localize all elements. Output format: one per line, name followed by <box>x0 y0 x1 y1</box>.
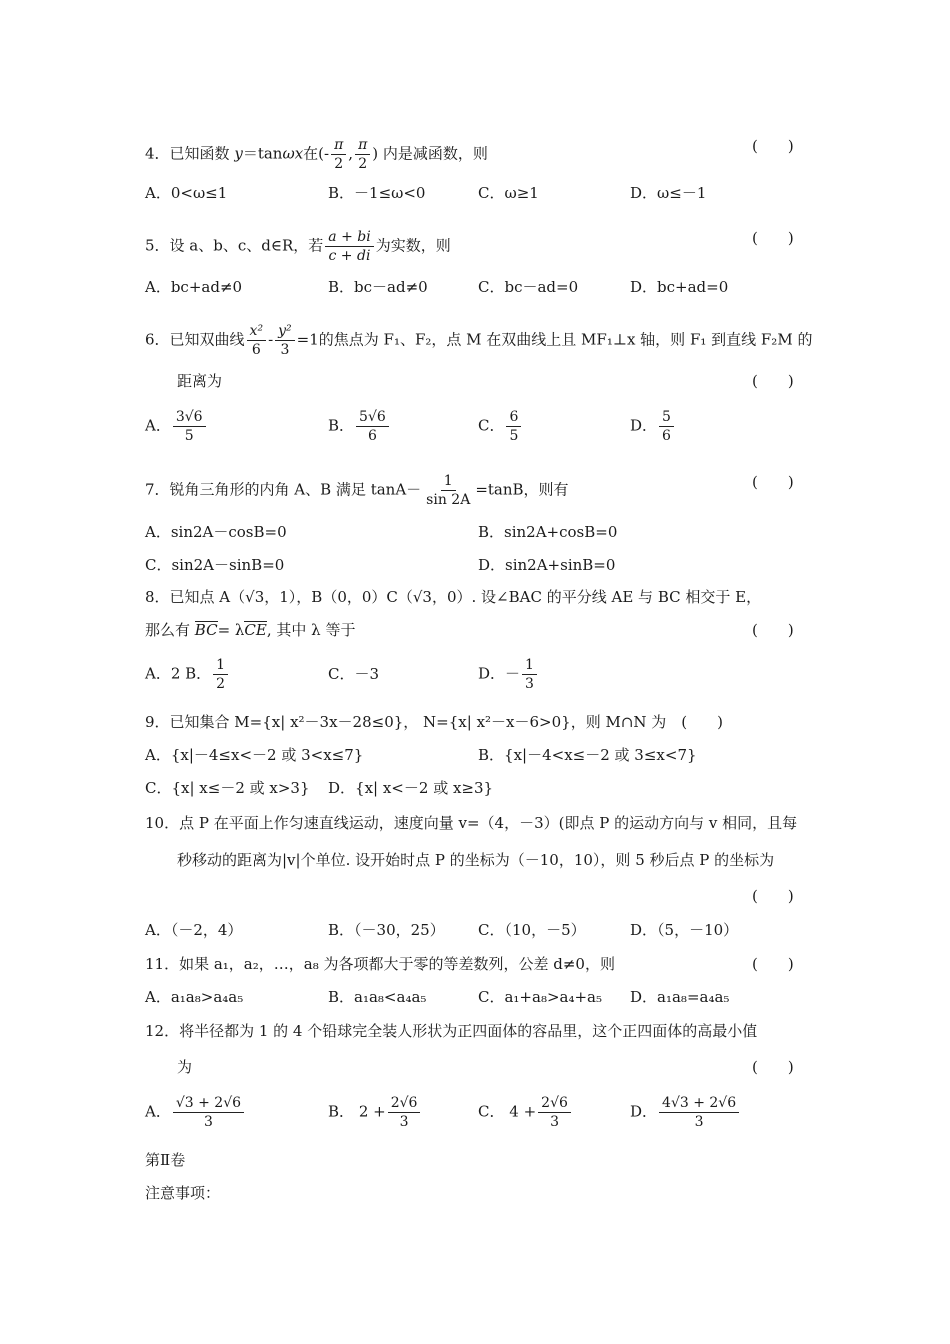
option-a: A．sin2A－cosB=0 <box>145 523 287 541</box>
option-c: C．bc－ad=0 <box>478 278 579 296</box>
fraction-pi-over-2: $\frac{\pi}{2}$ <box>355 136 370 173</box>
question-8-line2: 那么有 BC= λCE, 其中 λ 等于 <box>145 621 356 639</box>
option-b: B．（－30，25） <box>328 921 445 939</box>
answer-blank: ( ) <box>752 621 794 639</box>
vector-ce: CE <box>244 621 267 639</box>
answer-blank: ( ) <box>752 137 794 155</box>
question-6-stem: 6．已知双曲线 $\frac{\text{x²}}{6}$ - $\frac{\text{y²}}{3}$ =1的焦点为 F₁、F₂，点 M 在双曲线上且 MF₁⊥x 轴，则 F₁ 到直线 F₂M 的 <box>145 323 813 358</box>
section-note: 注意事项： <box>145 1184 221 1202</box>
option-d: D．a₁a₈=a₄a₅ <box>630 988 730 1006</box>
option-c: C． 4 + $\frac{2√6}{3}$ <box>478 1094 573 1131</box>
option-c: C．a₁+a₈>a₄+a₅ <box>478 988 603 1006</box>
option-a: A． $\frac{√3 + 2√6}{3}$ <box>145 1094 246 1131</box>
option-d: D． $\frac{5}{6}$ <box>630 408 676 445</box>
question-9-stem: 9．已知集合 M={x| x²－3x－28≤0}， N={x| x²－x－6>0}，则 M∩N 为 ( ) <box>145 713 723 731</box>
option-c: C．{x| x≤－2 或 x>3} <box>145 779 310 797</box>
option-b: B． $\frac{5√6}{6}$ <box>328 408 391 445</box>
option-d: D．{x| x<－2 或 x≥3} <box>328 779 494 797</box>
fraction-x2-over-6: $\frac{\text{x²}}{6}$ <box>247 322 267 359</box>
fraction-y2-over-3: $\frac{\text{y²}}{3}$ <box>275 322 295 359</box>
fraction-complex: $\frac{a + bi}{c + di}$ <box>325 228 373 265</box>
option-d: D． $\frac{4√3 + 2√6}{3}$ <box>630 1094 741 1131</box>
answer-blank: ( ) <box>752 1058 794 1076</box>
option-b: B．{x|－4<x≤－2 或 3≤x<7} <box>478 746 697 764</box>
question-5-stem: 5．设 a、b、c、d∈R，若 $\frac{a + bi}{c + di}$ 为实数，则 <box>145 229 451 264</box>
option-c: C．－3 <box>328 665 380 683</box>
option-a-b: A．2 B． $\frac{1}{2}$ <box>145 656 230 693</box>
option-a: A．{x|－4≤x<－2 或 3<x≤7} <box>145 746 364 764</box>
question-4-stem: 4．已知函数 y＝tanωx在(- $\frac{\pi}{2}$ , $\frac{\pi}{2}$ ) 内是减函数，则 <box>145 137 488 172</box>
option-a: A．a₁a₈>a₄a₅ <box>145 988 244 1006</box>
answer-blank: ( ) <box>752 229 794 247</box>
option-b: B． 2 + $\frac{2√6}{3}$ <box>328 1094 422 1131</box>
answer-blank: ( ) <box>752 955 794 973</box>
answer-blank: ( ) <box>752 887 794 905</box>
answer-blank: ( ) <box>752 372 794 390</box>
option-c: C．（10，－5） <box>478 921 586 939</box>
question-12-stem: 12．将半径都为 1 的 4 个铅球完全装人形状为正四面体的容品里，这个正四面体的高最小值 <box>145 1022 758 1040</box>
question-8-stem: 8．已知点 A（√3，1），B（0，0）C（√3，0）. 设∠BAC 的平分线 AE 与 BC 相交于 E， <box>145 588 762 606</box>
question-10-stem: 10．点 P 在平面上作匀速直线运动，速度向量 v=（4，－3）(即点 P 的运动方向与 v 相同，且每 <box>145 814 798 832</box>
option-b: B．bc－ad≠0 <box>328 278 428 296</box>
option-d: D．bc+ad=0 <box>630 278 729 296</box>
section-title: 第Ⅱ卷 <box>145 1151 186 1169</box>
question-10-line2: 秒移动的距离为|v|个单位. 设开始时点 P 的坐标为（－10，10），则 5 秒后点 P 的坐标为 <box>177 851 775 869</box>
option-b: B．－1≤ω<0 <box>328 184 426 202</box>
option-d: D．－ $\frac{1}{3}$ <box>478 656 539 693</box>
option-a: A．0<ω≤1 <box>145 184 228 202</box>
option-d: D．ω≤－1 <box>630 184 707 202</box>
answer-blank: ( ) <box>752 473 794 491</box>
fraction-1-over-sin2a: $\frac{1}{\sin 2A}$ <box>426 473 471 508</box>
option-c: C．ω≥1 <box>478 184 539 202</box>
option-b: B．a₁a₈<a₄a₅ <box>328 988 427 1006</box>
option-d: D．（5，－10） <box>630 921 739 939</box>
question-12-line2: 为 <box>177 1058 193 1076</box>
question-6-line2: 距离为 <box>177 372 223 390</box>
option-a: A．bc+ad≠0 <box>145 278 243 296</box>
option-a: A． $\frac{3√6}{5}$ <box>145 408 208 445</box>
vector-bc: BC <box>194 621 218 639</box>
question-7-stem: 7．锐角三角形的内角 A、B 满足 tanA－ $\frac{1}{\sin 2A}$ =tanB，则有 <box>145 473 569 508</box>
option-c: C．sin2A－sinB=0 <box>145 556 285 574</box>
option-d: D．sin2A+sinB=0 <box>478 556 616 574</box>
question-11-stem: 11．如果 a₁，a₂，…，a₈ 为各项都大于零的等差数列，公差 d≠0，则 <box>145 955 615 973</box>
option-b: B．sin2A+cosB=0 <box>478 523 618 541</box>
fraction-pi-over-2: $\frac{\pi}{2}$ <box>331 136 346 173</box>
option-a: A．（－2，4） <box>145 921 243 939</box>
option-c: C． $\frac{6}{5}$ <box>478 408 523 445</box>
